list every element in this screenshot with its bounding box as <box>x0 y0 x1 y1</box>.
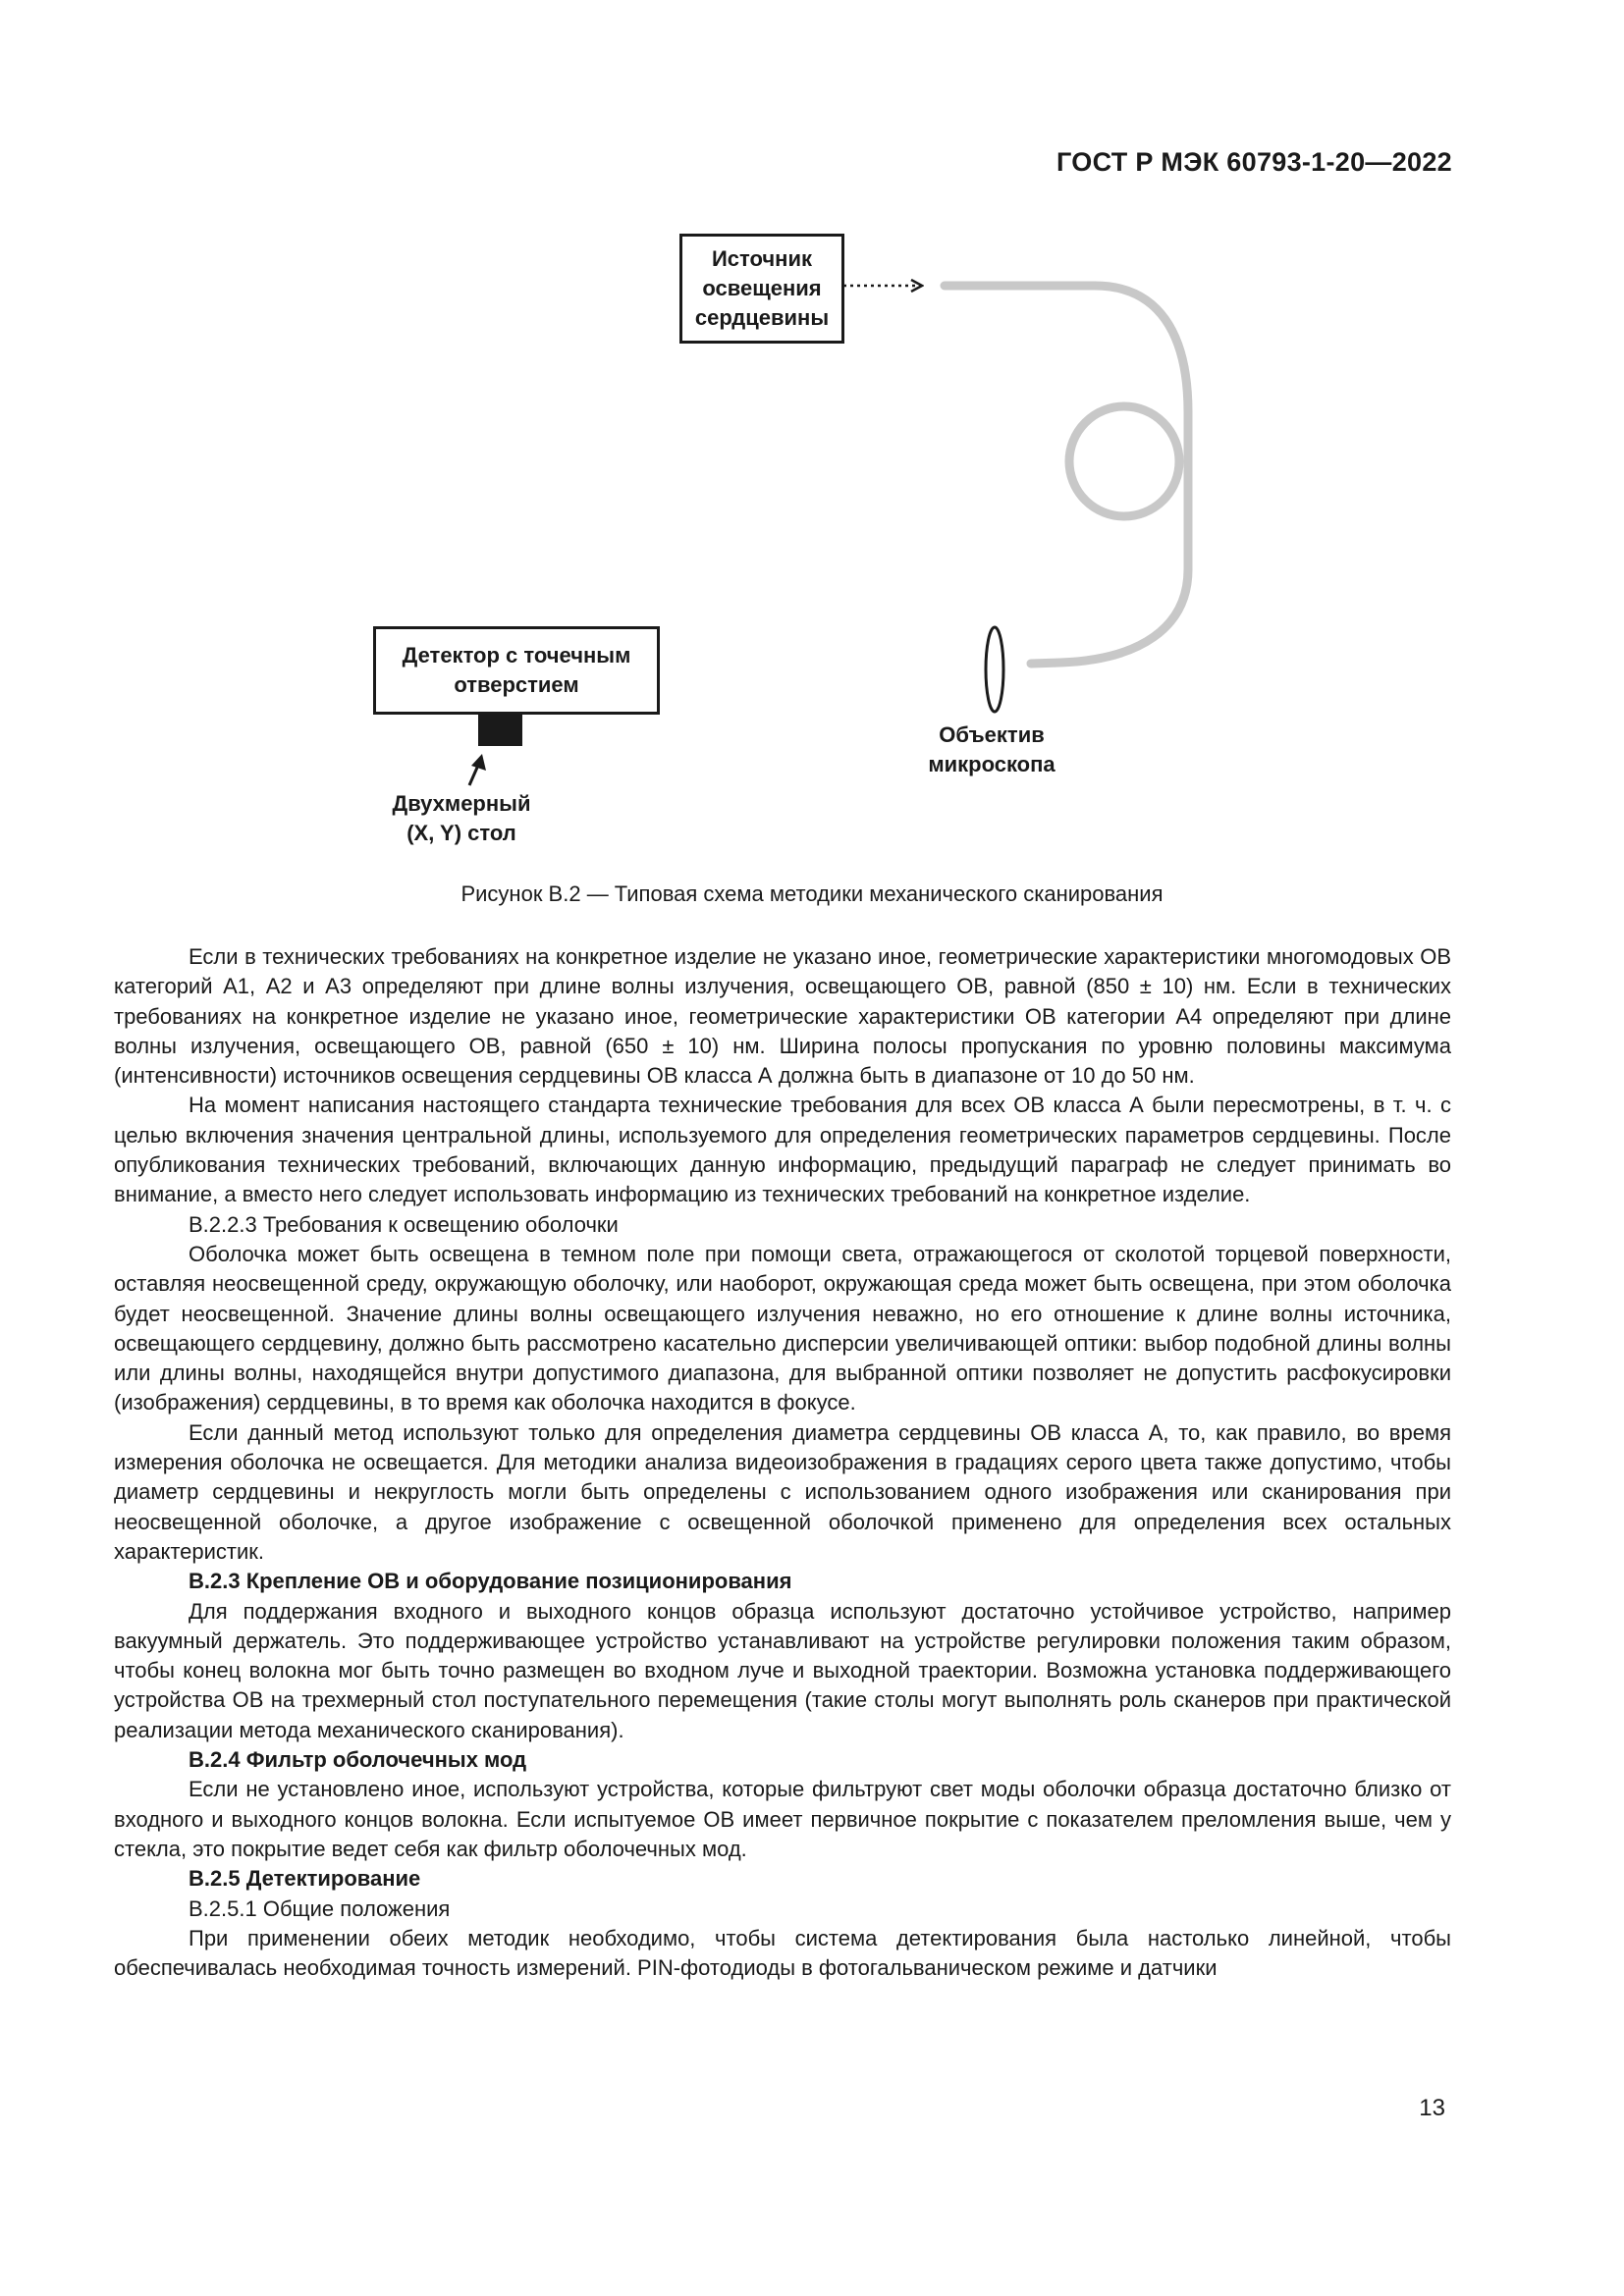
section-heading: В.2.4 Фильтр оболочечных мод <box>189 1747 527 1773</box>
section-heading: В.2.3 Крепление ОВ и оборудование позиционирования <box>189 1569 792 1594</box>
microscope-lens-shape <box>986 627 1003 712</box>
document-code-header: ГОСТ Р МЭК 60793-1-20—2022 <box>1056 147 1452 177</box>
fiber-path <box>945 286 1188 664</box>
page-number: 13 <box>1419 2095 1445 2121</box>
stage-label: Двухмерный (X, Y) стол <box>392 791 531 845</box>
paragraph: Если данный метод используют только для определения диаметра сердцевины ОВ класса А, то, как правило, во время измерения оболочка не освещается. Для методики анализа видеоизображения в градациях серого цвета также допустимо, чтобы диаметр сердцевины и некруглость могли быть определены с использованием одного изображения или сканирования при неосвещенной оболочке, а другое изображение с освещенной оболочкой применено для определения всех остальных характеристик. <box>114 1419 1451 1564</box>
core-illumination-source-box: Источник освещения сердцевины <box>679 234 844 344</box>
section-heading: В.2.5 Детектирование <box>189 1866 421 1892</box>
paragraph: Оболочка может быть освещена в темном поле при помощи света, отражающегося от сколотой торцевой поверхности, оставляя неосвещенной среду, окружающую оболочку, или наоборот, окружающая среда может быть освещена, при этом оболочка будет неосвещенной. Значение длины волны освещающего излучения неважно, но его отношение к длине волны источника, освещающего сердцевину, должно быть рассмотрено касательно дисперсии увеличивающей оптики: выбор подобной длины волны или длины волны, находящейся внутри допустимого диапазона, для выбранной оптики позволяет не допустить расфокусировки (изображения) сердцевины, в то время как оболочка находится в фокусе. <box>114 1241 1451 1415</box>
subsection-title: В.2.2.3 Требования к освещению оболочки <box>189 1211 619 1237</box>
paragraph: На момент написания настоящего стандарта технические требования для всех ОВ класса А были пересмотрены, в т. ч. с целью включения значения центральной длины, используемого для определения геометрических параметров сердцевины. После опубликования технических требований, включающих данную информацию, предыдущий параграф не следует принимать во внимание, а вместо него следует использовать информацию из технических требований на конкретное изделие. <box>114 1093 1451 1207</box>
body-text <box>114 942 1451 1983</box>
pinhole-detector-box: Детектор с точечным отверстием <box>373 626 660 715</box>
microscope-lens-label: Объектив микроскопа <box>928 722 1056 776</box>
paragraph: Для поддержания входного и выходного концов образца используют достаточно устойчивое устройство, например вакуумный держатель. Это поддерживающее устройство устанавливают на устройстве регулировки положения таким образом, чтобы конец волокна мог быть точно размещен во входном луче и выходной траектории. Возможна установка поддерживающего устройства ОВ на трехмерный стол поступательного перемещения (такие столы могут выполнять роль сканеров при практической реализации метода механического сканирования). <box>114 1598 1451 1742</box>
paragraph: Если в технических требованиях на конкретное изделие не указано иное, геометрические характеристики многомодовых ОВ категорий А1, А2 и А3 определяют при длине волны излучения, освещающего ОВ, равной (850 ± 10) нм. Если в технических требованиях на конкретное изделие не указано иное, геометрические характеристики ОВ категории А4 определяют при длине волны излучения, освещающего ОВ, равной (650 ± 10) нм. Ширина полосы пропускания по уровню половины максимума (интенсивности) источников освещения сердцевины ОВ класса А должна быть в диапазоне от 10 до 50 нм. <box>114 944 1451 1089</box>
fiber-loop <box>1069 406 1179 516</box>
figure-caption: Рисунок В.2 — Типовая схема методики механического сканирования <box>460 881 1164 906</box>
paragraph: При применении обеих методик необходимо, чтобы система детектирования была настолько линейной, чтобы обеспечивалась необходимая точность измерений. PIN-фотодиоды в фотогальваническом режиме и датчики <box>114 1925 1451 1981</box>
paragraph: Если не установлено иное, используют устройства, которые фильтруют свет моды оболочки образца достаточно близко от входного и выходного концов волокна. Если испытуемое ОВ имеет первичное покрытие с показателем преломления выше, чем у стекла, это покрытие ведет себя как фильтр оболочечных мод. <box>114 1777 1451 1861</box>
figure-lines <box>0 0 1624 883</box>
stage-arrowhead <box>471 754 486 771</box>
pinhole-block <box>478 713 522 746</box>
subsection-title: В.2.5.1 Общие положения <box>189 1896 451 1921</box>
figure-mechanical-scanning-diagram <box>0 0 1624 883</box>
